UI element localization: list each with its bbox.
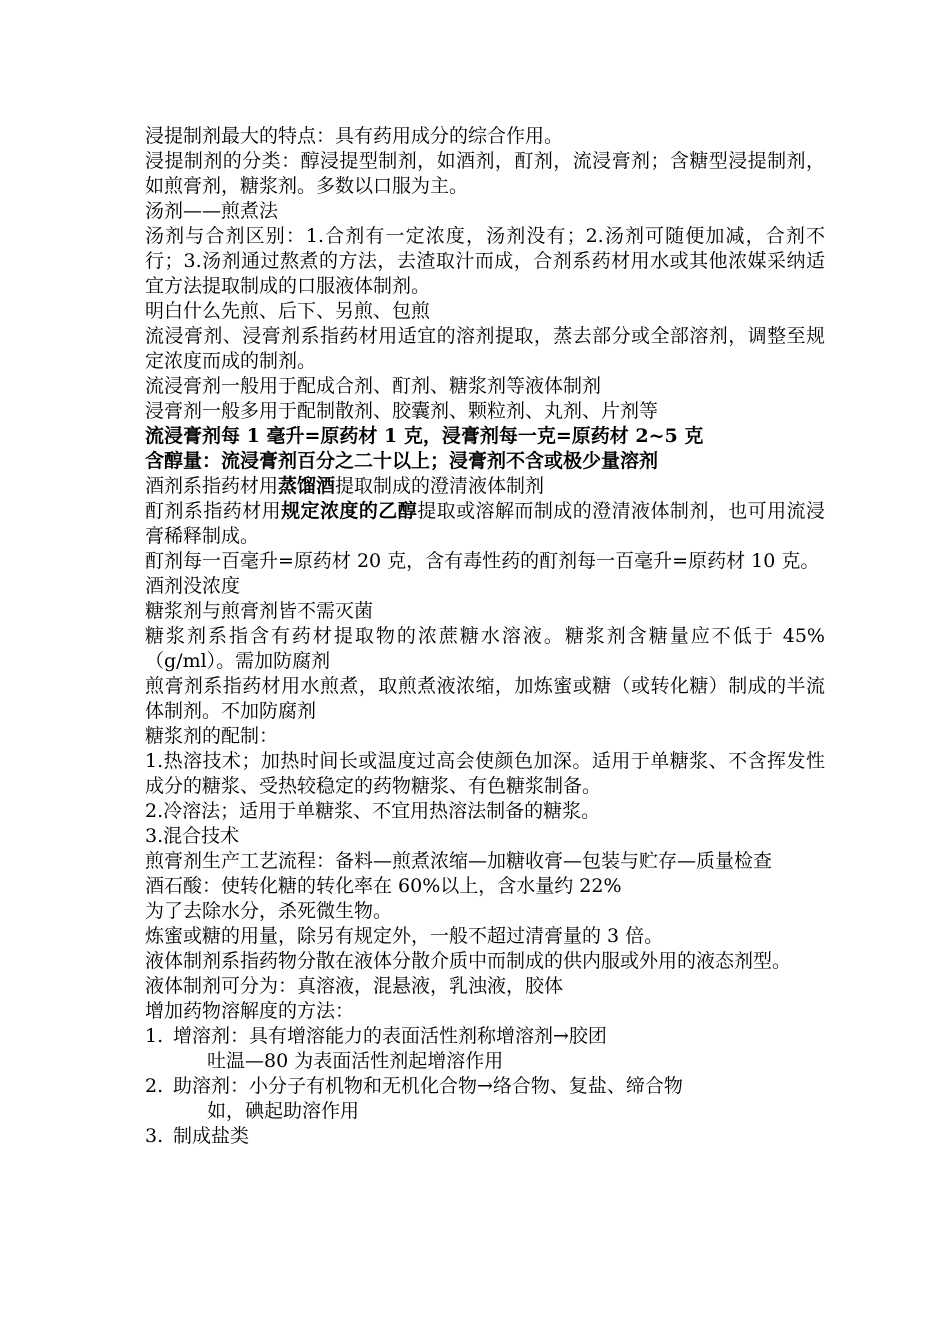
paragraph: 糖浆剂的配制： [145,725,279,747]
paragraph: 增加药物溶解度的方法： [145,1000,355,1022]
paragraph: 煎膏剂系指药材用水煎煮，取煎煮液浓缩，加炼蜜或糖（或转化糖）制成的半流体制剂。不加防腐剂 [145,675,825,722]
text-run: 提取制成的澄清液体制剂 [335,475,545,497]
paragraph: 液体制剂系指药物分散在液体分散介质中而制成的供内服或外用的液态剂型。 [145,950,792,972]
paragraph: 浸膏剂一般多用于配制散剂、胶囊剂、颗粒剂、丸剂、片剂等 [145,400,659,422]
list-item [145,1124,825,1149]
list-item-text: 制成盐类 [173,1125,250,1147]
paragraph: 液体制剂可分为：真溶液，混悬液，乳浊液，胶体 [145,975,564,997]
list-item-sub: 如，碘起助溶作用 [207,1100,360,1122]
paragraph: 3.混合技术 [145,825,240,847]
bold-text-run: 规定浓度的乙醇 [281,500,418,522]
paragraph: 2.冷溶法；适用于单糖浆、不宜用热溶法制备的糖浆。 [145,800,601,822]
document-page [145,124,825,1149]
paragraph: 1.热溶技术；加热时间长或温度过高会使颜色加深。适用于单糖浆、不含挥发性成分的糖浆、受热较稳定的药物糖浆、有色糖浆制备。 [145,750,825,797]
paragraph: 汤剂与合剂区别：1.合剂有一定浓度，汤剂没有；2.汤剂可随便加减，合剂不行；3.汤剂通过熬煮的方法，去渣取汁而成，合剂系药材用水或其他浓媒采纳适宜方法提取制成的口服液体制剂。 [145,225,825,297]
list-number: 1. [145,1025,164,1047]
paragraph: 糖浆剂与煎膏剂皆不需灭菌 [145,600,374,622]
list-item-text: 助溶剂：小分子有机物和无机化合物→络合物、复盐、缔合物 [173,1075,683,1097]
text-run: 酊剂系指药材用 [145,500,282,522]
text-run: 酒剂系指药材用 [145,475,279,497]
paragraph: 煎膏剂生产工艺流程：备料—煎煮浓缩—加糖收膏—包装与贮存—质量检查 [145,850,773,872]
text-run: 提取或溶解而制成的澄清液体制剂，也可用流浸膏稀释制成。 [145,500,825,547]
list-number: 2. [145,1075,164,1097]
bold-paragraph: 含醇量：流浸膏剂百分之二十以上；浸膏剂不含或极少量溶剂 [145,450,659,472]
list-item-sub: 吐温—80 为表面活性剂起增溶作用 [207,1050,504,1072]
paragraph: 糖浆剂系指含有药材提取物的浓蔗糖水溶液。糖浆剂含糖量应不低于 45%（g/ml）。需加防腐剂 [145,625,825,672]
paragraph: 炼蜜或糖的用量，除另有规定外，一般不超过清膏量的 3 倍。 [145,925,664,947]
bold-text-run: 蒸馏酒 [278,475,336,497]
paragraph: 汤剂——煎煮法 [145,200,279,222]
paragraph: 浸提制剂最大的特点：具有药用成分的综合作用。 [145,125,564,147]
paragraph: 明白什么先煎、后下、另煎、包煎 [145,300,431,322]
list-item-text: 增溶剂：具有增溶能力的表面活性剂称增溶剂→胶团 [173,1025,607,1047]
paragraph: 酊剂每一百毫升=原药材 20 克，含有毒性药的酊剂每一百毫升=原药材 10 克。 [145,550,820,572]
paragraph: 流浸膏剂、浸膏剂系指药材用适宜的溶剂提取，蒸去部分或全部溶剂，调整至规定浓度而成的制剂。 [145,325,825,372]
paragraph [145,499,825,549]
paragraph: 浸提制剂的分类：醇浸提型制剂，如酒剂，酊剂，流浸膏剂；含糖型浸提制剂，如煎膏剂，糖浆剂。多数以口服为主。 [145,150,825,197]
paragraph: 为了去除水分，杀死微生物。 [145,900,393,922]
paragraph: 酒剂没浓度 [145,575,241,597]
paragraph: 酒石酸：使转化糖的转化率在 60%以上，含水量约 22% [145,875,622,897]
list-item [145,1074,825,1099]
list-item [145,1024,825,1049]
list-number: 3. [145,1125,164,1147]
paragraph [145,474,825,499]
bold-paragraph: 流浸膏剂每 1 毫升=原药材 1 克，浸膏剂每一克=原药材 2~5 克 [145,425,704,447]
paragraph: 流浸膏剂一般用于配成合剂、酊剂、糖浆剂等液体制剂 [145,375,602,397]
